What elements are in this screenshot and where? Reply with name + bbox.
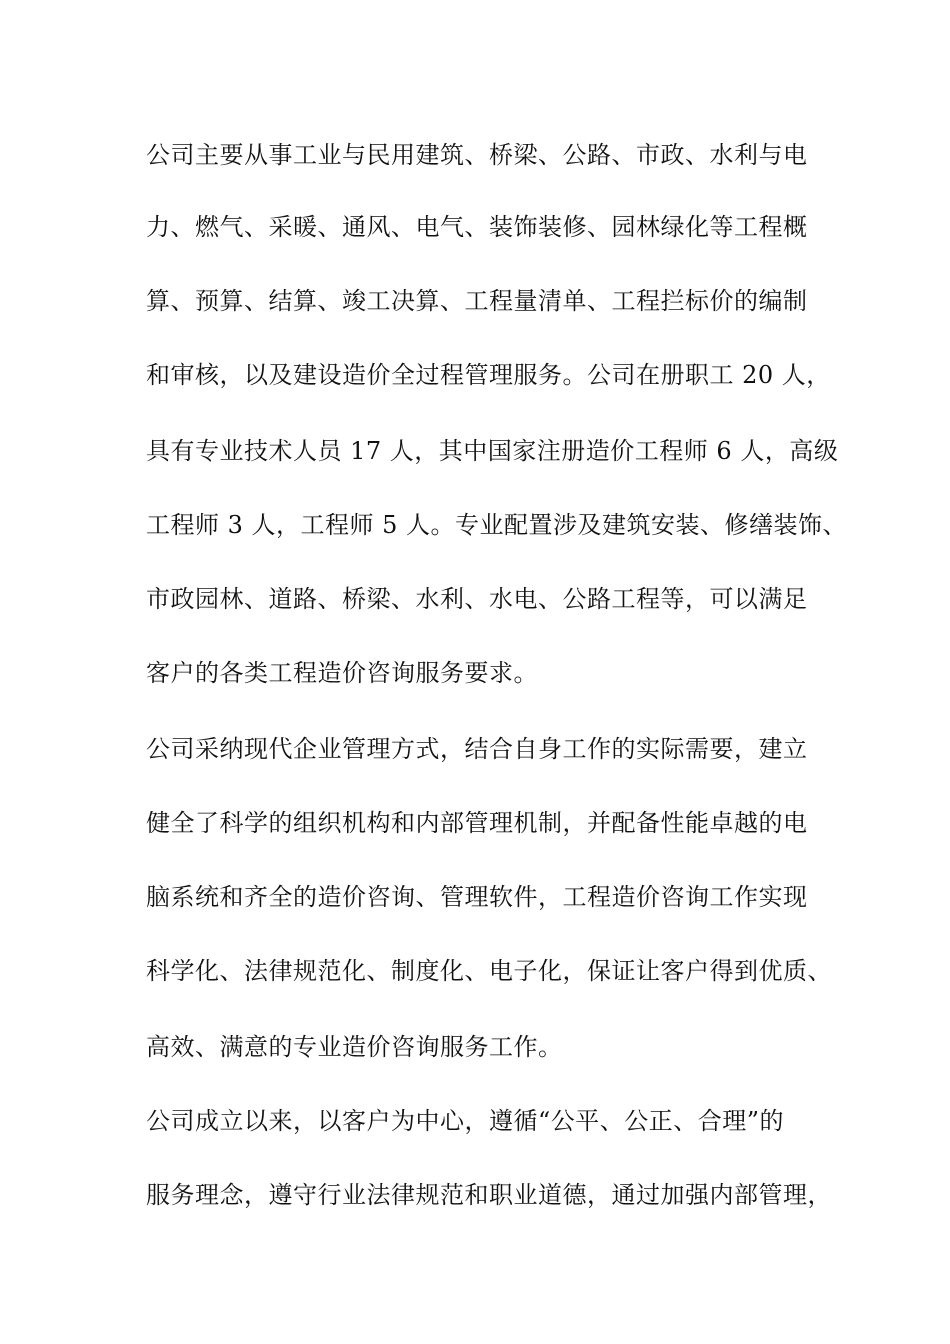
paragraph-1-line-7: 市政园林、道路、桥梁、水利、水电、公路工程等，可以满足 bbox=[146, 585, 808, 613]
paragraph-2-line-4: 科学化、法律规范化、制度化、电子化，保证让客户得到优质、 bbox=[146, 957, 832, 985]
paragraph-1-line-1: 公司主要从事工业与民用建筑、桥梁、公路、市政、水利与电 bbox=[146, 141, 808, 169]
paragraph-1-line-2: 力、燃气、采暖、通风、电气、装饰装修、园林绿化等工程概 bbox=[146, 213, 808, 241]
paragraph-1-line-8: 客户的各类工程造价咨询服务要求。 bbox=[146, 659, 538, 687]
paragraph-2-line-2: 健全了科学的组织机构和内部管理机制，并配备性能卓越的电 bbox=[146, 809, 808, 837]
paragraph-1-line-5: 具有专业技术人员 17 人，其中国家注册造价工程师 6 人，高级 bbox=[146, 437, 839, 465]
paragraph-2-line-3: 脑系统和齐全的造价咨询、管理软件，工程造价咨询工作实现 bbox=[146, 883, 808, 911]
paragraph-1-line-6: 工程师 3 人，工程师 5 人。专业配置涉及建筑安装、修缮装饰、 bbox=[146, 511, 848, 539]
paragraph-3-line-2: 服务理念，遵守行业法律规范和职业道德，通过加强内部管理， bbox=[146, 1181, 832, 1209]
paragraph-3-line-1: 公司成立以来，以客户为中心，遵循“公平、公正、合理”的 bbox=[146, 1107, 785, 1135]
paragraph-1-line-3: 算、预算、结算、竣工决算、工程量清单、工程拦标价的编制 bbox=[146, 287, 808, 315]
paragraph-1-line-4: 和审核，以及建设造价全过程管理服务。公司在册职工 20 人， bbox=[146, 361, 831, 389]
paragraph-2-line-5: 高效、满意的专业造价咨询服务工作。 bbox=[146, 1033, 563, 1061]
paragraph-2-line-1: 公司采纳现代企业管理方式，结合自身工作的实际需要，建立 bbox=[146, 735, 808, 763]
